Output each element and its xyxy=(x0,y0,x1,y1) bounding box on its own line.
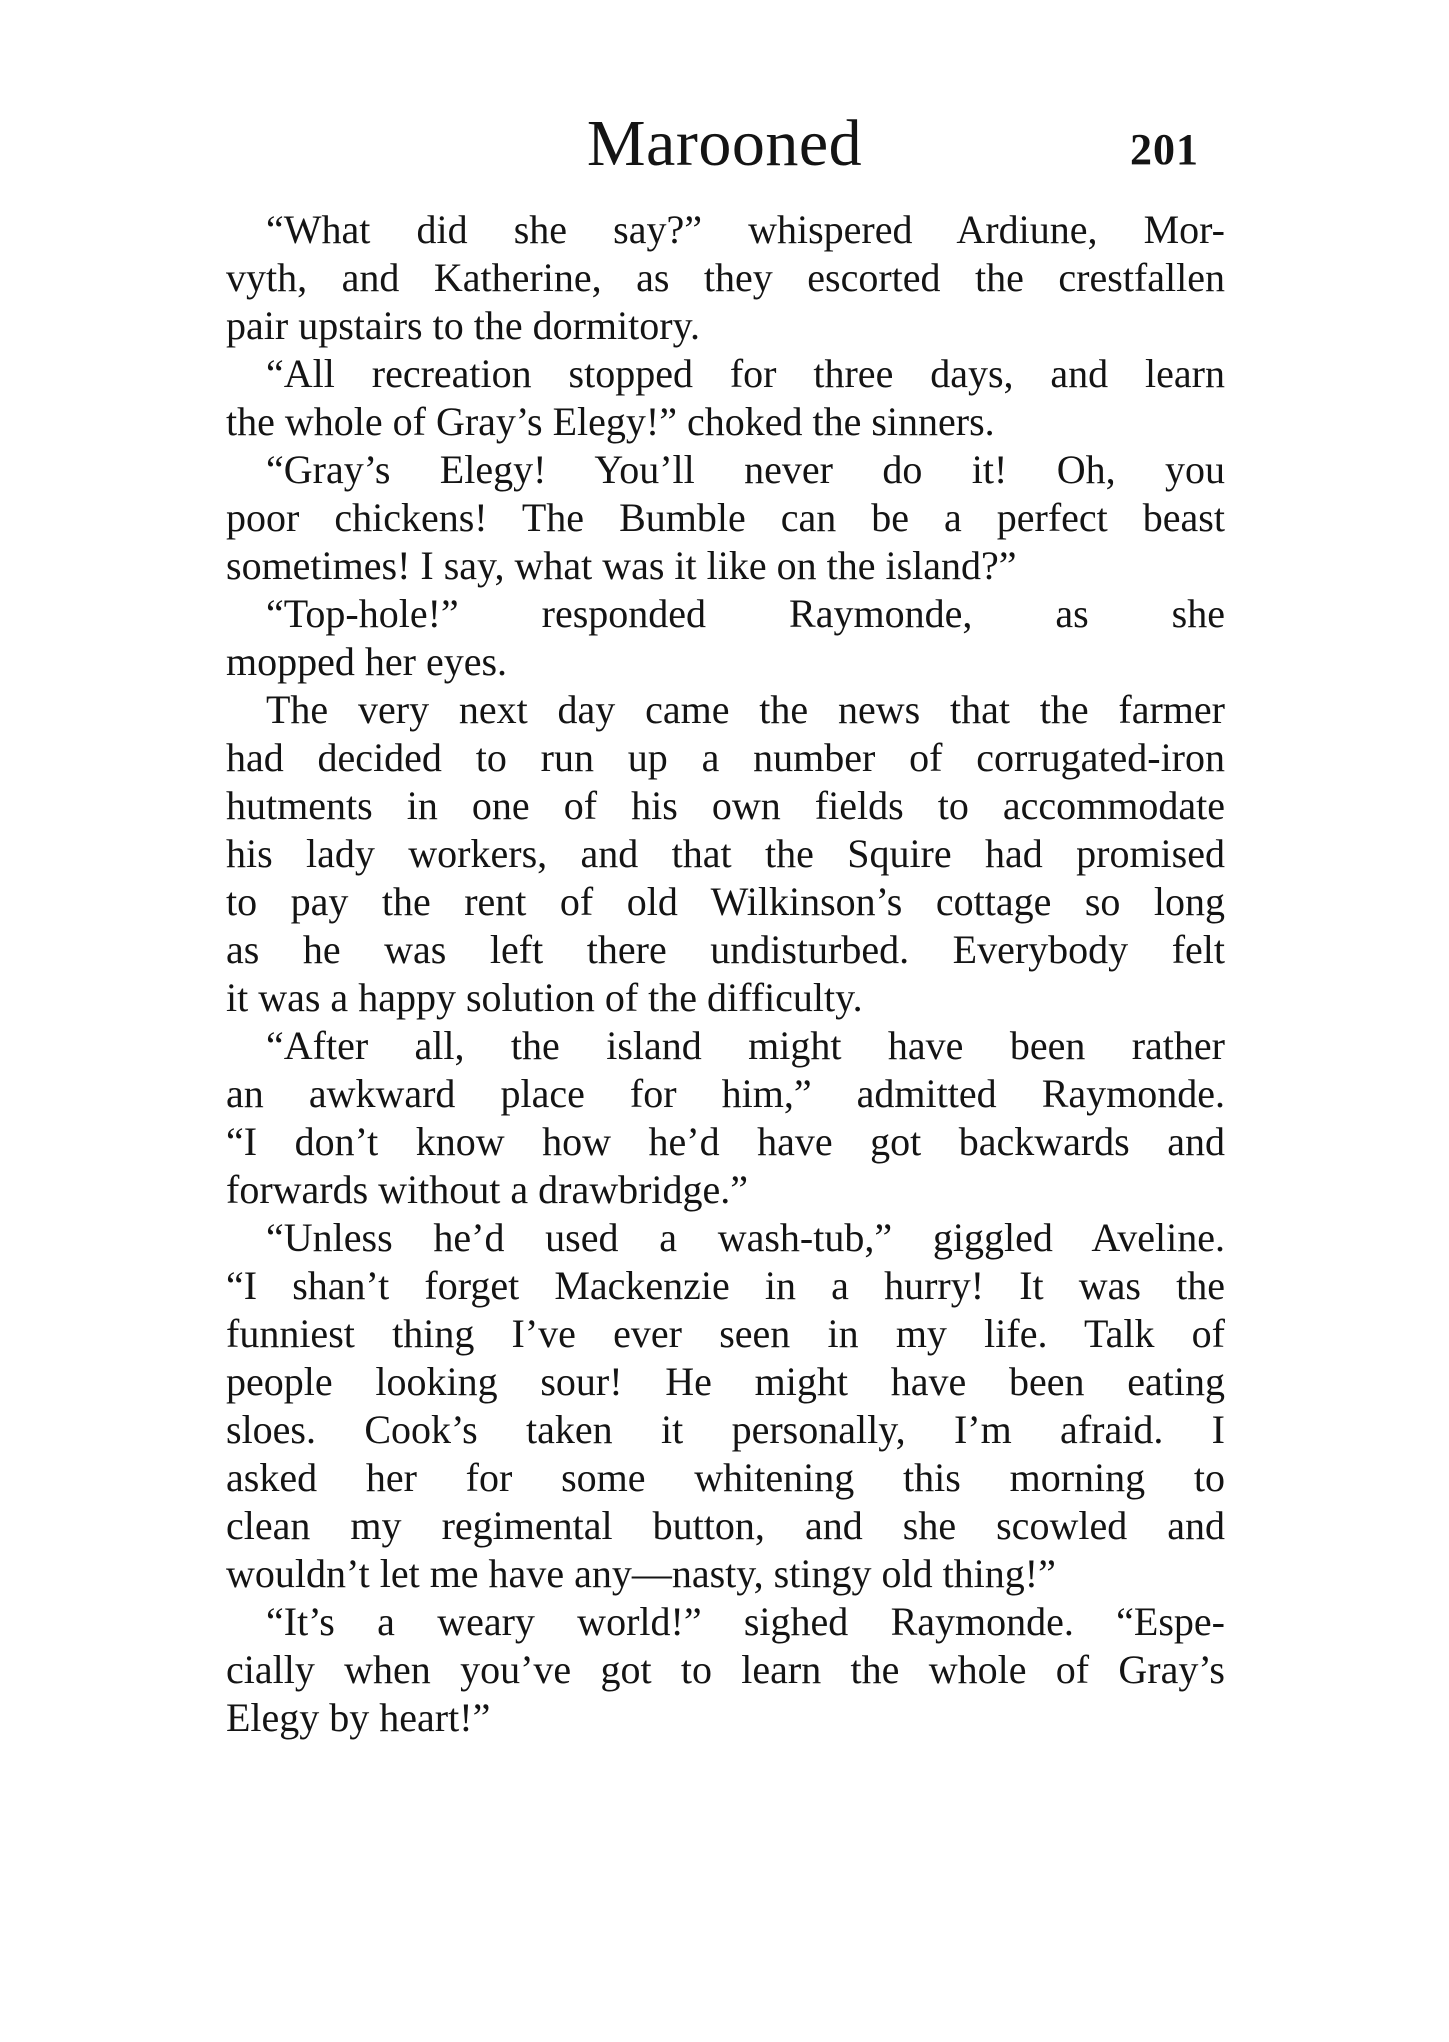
text-line: to pay the rent of old Wilkinson’s cottage so long xyxy=(226,879,1225,924)
text-line: “Unless he’d used a wash-tub,” giggled Aveline. xyxy=(266,1215,1225,1260)
text-line: “I don’t know how he’d have got backwards and xyxy=(226,1119,1225,1164)
text-line: sloes. Cook’s taken it personally, I’m afraid. I xyxy=(226,1407,1225,1452)
text-line: wouldn’t let me have any—nasty, stingy old thing!” xyxy=(226,1551,1056,1596)
text-line: mopped her eyes. xyxy=(226,639,508,684)
text-line: vyth, and Katherine, as they escorted the crestfallen xyxy=(226,255,1225,300)
text-line: funniest thing I’ve ever seen in my life. Talk of xyxy=(226,1311,1225,1356)
text-line: Elegy by heart!” xyxy=(226,1695,491,1740)
text-line: forwards without a drawbridge.” xyxy=(226,1167,749,1212)
text-line: his lady workers, and that the Squire had promised xyxy=(226,831,1225,876)
text-line: hutments in one of his own fields to accommodate xyxy=(226,783,1225,828)
text-line: The very next day came the news that the farmer xyxy=(266,687,1225,732)
text-line: asked her for some whitening this morning to xyxy=(226,1455,1225,1500)
text-line: “Gray’s Elegy! You’ll never do it! Oh, you xyxy=(266,447,1225,492)
text-line: people looking sour! He might have been eating xyxy=(226,1359,1225,1404)
text-line: as he was left there undisturbed. Everybody felt xyxy=(226,927,1225,972)
text-line: sometimes! I say, what was it like on the island?” xyxy=(226,543,1017,588)
page-number: 201 xyxy=(1130,125,1199,174)
text-line: the whole of Gray’s Elegy!” choked the sinners. xyxy=(226,399,995,444)
text-line: it was a happy solution of the difficulty. xyxy=(226,975,863,1020)
text-line: an awkward place for him,” admitted Raymonde. xyxy=(226,1071,1225,1116)
text-line: “Top-hole!” responded Raymonde, as she xyxy=(266,591,1225,636)
text-line: pair upstairs to the dormitory. xyxy=(226,303,700,348)
text-line: poor chickens! The Bumble can be a perfect beast xyxy=(226,495,1225,540)
text-line: clean my regimental button, and she scowled and xyxy=(226,1503,1225,1548)
text-line: “I shan’t forget Mackenzie in a hurry! It was the xyxy=(226,1263,1225,1308)
text-line: “It’s a weary world!” sighed Raymonde. “Espe- xyxy=(266,1599,1225,1644)
body-text xyxy=(226,206,1225,1742)
text-line: “What did she say?” whispered Ardiune, Mor- xyxy=(266,207,1225,252)
text-line: cially when you’ve got to learn the whole of Gray’s xyxy=(226,1647,1225,1692)
running-title: Marooned xyxy=(586,107,863,180)
text-line: “After all, the island might have been rather xyxy=(266,1023,1225,1068)
text-line: had decided to run up a number of corrugated-iron xyxy=(226,735,1225,780)
text-line: “All recreation stopped for three days, and learn xyxy=(266,351,1225,396)
